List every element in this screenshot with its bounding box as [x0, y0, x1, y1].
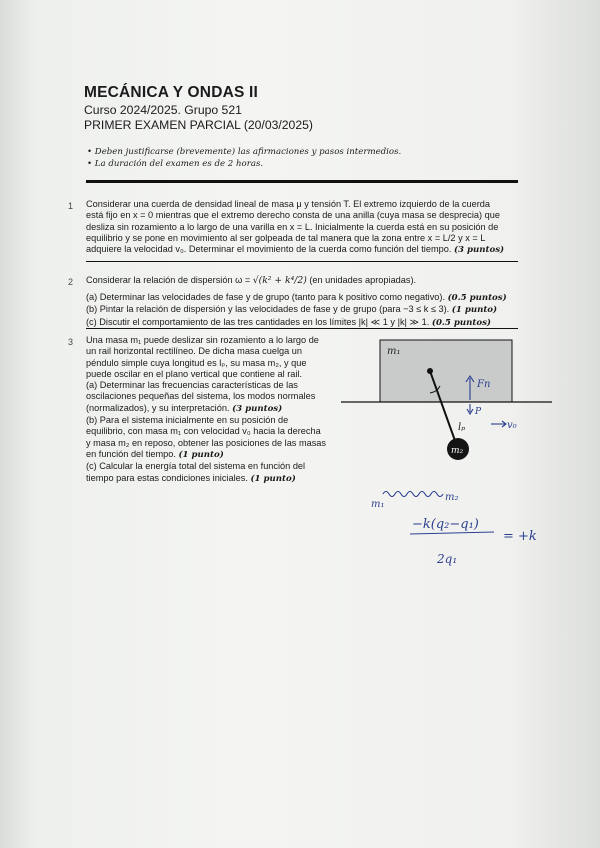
q3-line: (a) Determinar las frecuencias características de las — [86, 380, 298, 391]
fraction-result: = +k — [503, 529, 537, 544]
q3-line: péndulo simple cuya longitud es lₚ, su masa m₂, y que — [86, 357, 307, 368]
spring-m1-label: m₁ — [371, 499, 385, 510]
pendulum-length-label: lₚ — [458, 422, 466, 433]
fraction-bar — [410, 532, 494, 534]
q1-line: está fijo en x = 0 mientras que el extremo derecho consta de una anilla (cuya masa se desprecia) que — [86, 210, 500, 221]
q2-number: 2 — [68, 277, 74, 287]
fraction-denominator: 2q₁ — [437, 552, 458, 566]
spring-sketch — [383, 492, 443, 497]
q3-line: un rail horizontal rectilíneo. De dicha masa cuelga un — [86, 346, 303, 357]
q3-line: (b) Para el sistema inicialmente en su posición de — [86, 415, 289, 426]
q2-item-c: (c) Discutir el comportamiento de las tres cantidades en los límites |k| ≪ 1 y |k| ≫ 1. — [86, 316, 432, 327]
q1-line: equilibrio y se pone en movimiento al ser golpeada de tal manera que la zona entre x = L/2 y x = L — [86, 232, 486, 243]
q3-number: 3 — [68, 337, 74, 347]
q2-formula: √(k² + k⁴/2) — [252, 275, 307, 286]
q3-line: Una masa m₁ puede deslizar sin rozamiento a lo largo de — [86, 335, 319, 345]
q3-line: en función del tiempo. — [86, 448, 176, 459]
q2-item-a: (a) Determinar las velocidades de fase y de grupo (tanto para k positivo como negativo). — [86, 292, 448, 302]
fraction-numerator: −k(q₂−q₁) — [412, 517, 479, 532]
q3-points-b: (1 punto) — [178, 449, 224, 460]
spring-m2-label: m₂ — [445, 492, 459, 503]
q2-item-a-points: (0.5 puntos) — [447, 293, 507, 303]
q2-item-b: (b) Pintar la relación de dispersión y las velocidades de fase y de grupo (para −3 ≤ k ≤ 3). — [86, 304, 452, 315]
q1-number: 1 — [68, 201, 74, 211]
weight-label: P — [475, 407, 482, 417]
q3-points-c: (1 punto) — [250, 473, 296, 484]
mass2-label: m₂ — [451, 446, 464, 456]
q1-line: desliza sin rozamiento a lo largo de una varilla en x = L. Inicialmente la cuerda está en su posición de — [86, 221, 499, 232]
q2-item-c-points: (0.5 puntos) — [431, 317, 491, 328]
q3-line: oscilaciones pequeñas del sistema, los modos normales — [86, 391, 316, 402]
q3-line: (normalizados), y su interpretación. — [86, 402, 230, 413]
exam-line: PRIMER EXAMEN PARCIAL (20/03/2025) — [84, 118, 313, 132]
instruction-bullet-1: • Deben justificarse (brevemente) las afirmaciones y pasos intermedios. — [87, 147, 402, 157]
velocity-label: v₀ — [507, 420, 517, 431]
exam-title: MECÁNICA Y ONDAS II — [84, 84, 259, 101]
q1-line: adquiere la velocidad v₀. Determinar el movimiento de la cuerda como función del tiempo. — [86, 244, 452, 255]
q2-intro: Considerar la relación de dispersión ω = — [86, 275, 253, 285]
q3-line: puede oscilar en el plano vertical que contiene al rail. — [86, 368, 303, 379]
q1-points: (3 puntos) — [453, 245, 505, 256]
normal-force-label: Fn — [477, 379, 491, 390]
course-line: Curso 2024/2025. Grupo 521 — [84, 103, 242, 117]
q2-item-b-points: (1 punto) — [451, 305, 498, 316]
q2-intro-end: (en unidades apropiadas). — [306, 275, 417, 285]
q3-line: tiempo para estas condiciones iniciales. — [86, 472, 248, 483]
q1-line: Considerar una cuerda de densidad lineal de masa μ y tensión T. El extremo izquierdo de la cuerda — [86, 199, 490, 209]
q3-line: (c) Calcular la energía total del sistema en función del — [86, 461, 306, 472]
mass1-label: m₁ — [387, 346, 401, 357]
instruction-bullet-2: • La duración del examen es de 2 horas. — [87, 159, 264, 169]
q3-line: equilibrio, con masa m₁ con velocidad v₀ hacia la derecha — [86, 426, 321, 437]
q3-points-a: (3 puntos) — [232, 403, 283, 414]
q3-line: y masa m₂ en reposo, obtener las posiciones de las masas — [86, 437, 327, 448]
